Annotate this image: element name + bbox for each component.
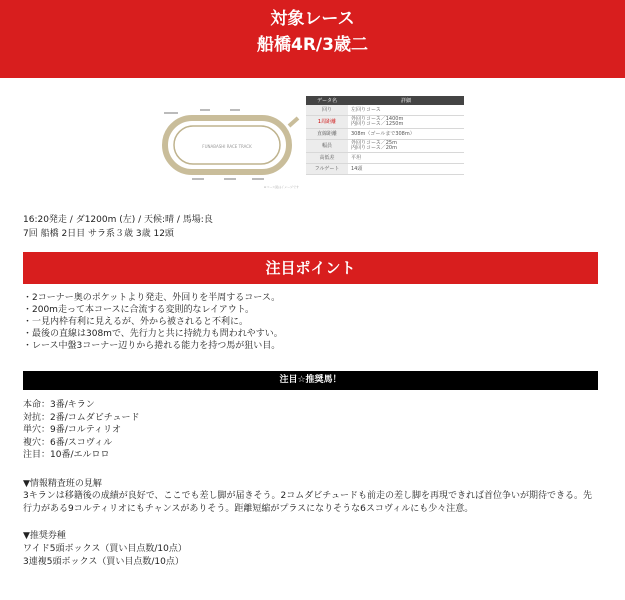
row-value: 平坦 (348, 153, 464, 164)
recommend-picks-list (23, 399, 140, 462)
attention-heading: 注目ポイント (23, 252, 598, 284)
table-row (306, 153, 464, 164)
race-name: 船橋4R/3歳二 (257, 35, 368, 55)
row-value: 外回りコース／25m 内回りコース／20m (348, 140, 464, 153)
track-name-label: FUNABASHI RACE TRACK (202, 144, 252, 149)
list-item: ・2コーナー奥のポケットより発走、外回りを半周するコース。 (23, 293, 281, 303)
row-key: 直線距離 (306, 129, 348, 140)
attention-points-list (23, 292, 283, 352)
list-item: 3連複5頭ボックス（買い目点数/10点） (23, 556, 184, 567)
distance-marker (200, 109, 210, 111)
table-row (306, 105, 464, 116)
distance-marker (192, 178, 204, 180)
recommend-heading: 注目☆推奨馬！ (23, 371, 598, 390)
course-data-table (306, 96, 464, 175)
table-header-row (306, 96, 464, 105)
column-header: データ名 (306, 96, 348, 105)
table-row (306, 164, 464, 175)
list-item: 対抗：2番/コムダビチュード (23, 412, 140, 423)
table-row (306, 116, 464, 129)
list-item: 単穴：9番/コルティリオ (23, 425, 121, 435)
row-key: 1周距離 (306, 116, 348, 129)
table-row (306, 129, 464, 140)
map-note: ※コース図はイメージです (263, 185, 299, 189)
row-value: 左回りコース (348, 105, 464, 116)
course-map (152, 104, 302, 190)
distance-marker (164, 112, 178, 114)
distance-marker (224, 178, 236, 180)
tickets-list (23, 543, 187, 568)
race-info-line-1: 16:20発走 / ダ1200m (左) / 天候:晴 / 馬場:良 (23, 215, 213, 225)
list-item: ・200m走って本コースに合流する変則的なレイアウト。 (23, 305, 254, 315)
list-item: ・最後の直線は308mで、先行力と共に持続力も問われやすい。 (23, 329, 283, 339)
row-key: フルゲート (306, 164, 348, 175)
race-info-line-2: 7回 船橋 2日目 サラ系３歳 3歳 12頭 (23, 229, 174, 239)
distance-marker (252, 178, 264, 180)
table-row (306, 140, 464, 153)
row-key: 回り (306, 105, 348, 116)
pocket-chute (289, 118, 298, 126)
list-item: 本命：3番/キラン (23, 400, 95, 410)
list-item: ワイド5頭ボックス（買い目点数/10点） (23, 544, 187, 554)
list-item: 複穴：6番/スコヴィル (23, 437, 113, 448)
column-header: 詳細 (348, 96, 464, 105)
row-key: 高低差 (306, 153, 348, 164)
analysis-heading: ▼情報精査班の見解 (23, 479, 102, 489)
distance-marker (230, 109, 240, 111)
header-title: 対象レース (270, 9, 355, 29)
list-item: 注目：10番/エルロロ (23, 450, 110, 460)
tickets-heading: ▼推奨券種 (23, 531, 66, 541)
list-item: ・レース中盤3コーナー辺りから捲れる能力を持つ馬が狙い目。 (23, 341, 281, 351)
row-value: 外回りコース／1400m 内回りコース／1250m (348, 116, 464, 129)
analysis-text: 3キランは移籍後の成績が良好で、ここでも差し脚が届きそう。2コムダビチュードも前走の差し脚を再現できれば首位争いが期待できる。先行力がある9コルティリオにもチャンスがありそう。距離短縮がプラスになりそうな6スコヴィルにも少々注意。 (23, 491, 593, 514)
list-item: ・一見内枠有利に見えるが、外から被されると不利に。 (23, 317, 249, 327)
row-key: 幅員 (306, 140, 348, 153)
header-banner (0, 0, 625, 78)
row-value: 308m（ゴールまで308m） (348, 129, 464, 140)
row-value: 14頭 (348, 164, 464, 175)
